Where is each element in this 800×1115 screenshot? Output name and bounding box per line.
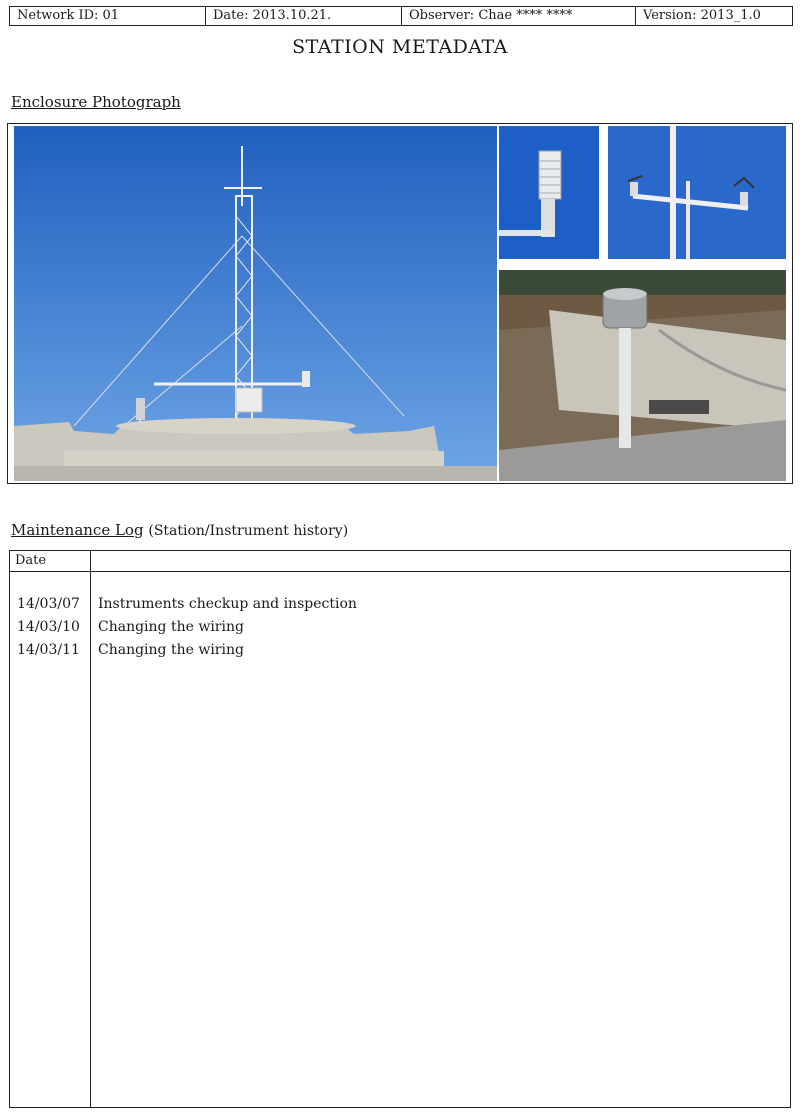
date-column-header: Date <box>15 553 47 568</box>
page-title: STATION METADATA <box>292 36 508 58</box>
weather-station-tower-image <box>14 126 497 481</box>
sensor-photo <box>499 126 599 259</box>
maintenance-heading-text: Maintenance Log <box>11 521 144 539</box>
enclosure-heading-text: Enclosure Photograph <box>11 93 181 111</box>
log-date: 14/03/10 <box>17 619 80 635</box>
observer: Observer: Chae **** **** <box>402 7 636 25</box>
rain-gauge-photo <box>499 270 786 481</box>
document-date: Date: 2013.10.21. <box>206 7 402 25</box>
maintenance-heading <box>11 521 348 539</box>
log-text: Changing the wiring <box>98 619 244 635</box>
version: Version: 2013_1.0 <box>643 8 761 23</box>
wind-photo <box>608 126 786 259</box>
header-bar <box>9 6 793 26</box>
rain-gauge-image <box>499 270 786 481</box>
maintenance-subheading: (Station/Instrument history) <box>148 523 349 539</box>
maintenance-log-table <box>9 550 791 1108</box>
tower-photo <box>14 126 497 481</box>
enclosure-heading <box>11 93 181 111</box>
log-text: Changing the wiring <box>98 642 244 658</box>
photo-frame <box>7 123 793 484</box>
header-divider <box>10 571 790 572</box>
log-date: 14/03/07 <box>17 596 80 612</box>
wind-vane-anemometer-image <box>608 126 786 259</box>
network-id: Network ID: 01 <box>10 7 206 25</box>
column-divider <box>90 551 91 1107</box>
temperature-humidity-sensor-image <box>499 126 599 259</box>
log-date: 14/03/11 <box>17 642 80 658</box>
log-text: Instruments checkup and inspection <box>98 596 357 612</box>
